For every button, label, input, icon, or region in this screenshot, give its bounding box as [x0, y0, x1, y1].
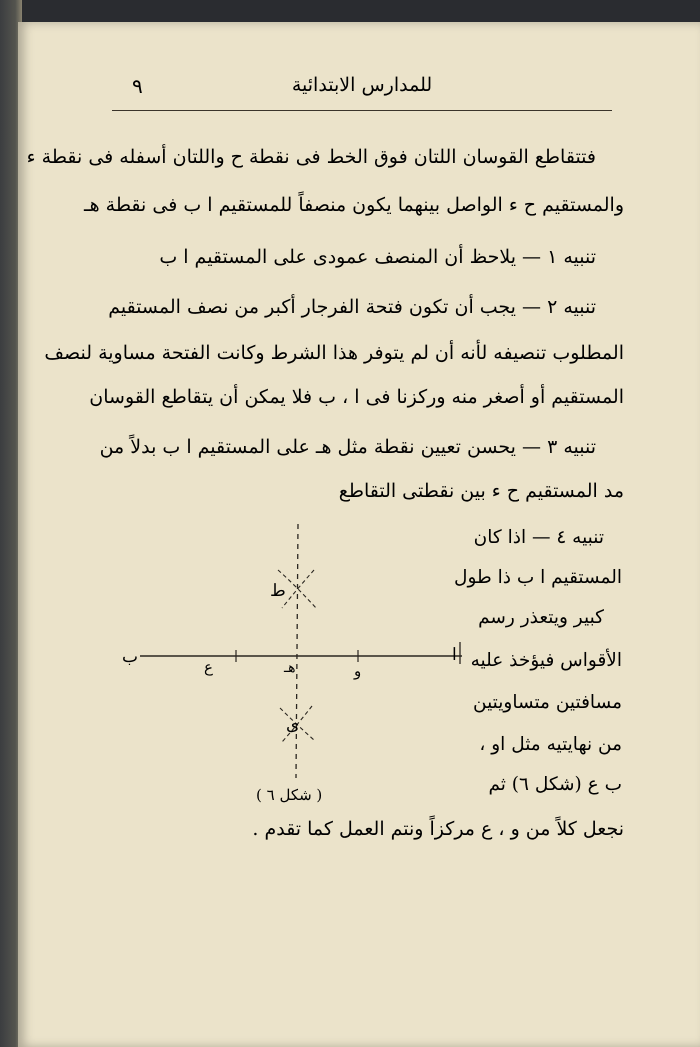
body-line: فتتقاطع القوسان اللتان فوق الخط فى نقطة ح واللتان أسفله فى نقطة ء [26, 146, 596, 168]
note-line: من نهايتيه مثل او ، [479, 734, 622, 755]
page-header [112, 70, 612, 110]
body-line: مد المستقيم ح ء بين نقطتى التقاطع [338, 480, 624, 502]
note-line: ب ع (شكل ٦) ثم [488, 774, 622, 795]
body-line: تنبيه ٢ — يجب أن تكون فتحة الفرجار أكبر من نصف المستقيم [108, 296, 596, 318]
note-line: مسافتين متساويتين [473, 692, 622, 713]
label-ain: ع [204, 658, 213, 676]
body-line: نجعل كلاً من و ، ع مركزاً ونتم العمل كما تقدم . [252, 818, 624, 840]
label-h: هـ [284, 660, 296, 676]
running-title: للمدارس الابتدائية [291, 74, 433, 96]
note-line: المستقيم ا ب ذا طول [454, 567, 622, 588]
note-line: الأقواس فيؤخذ عليه [470, 650, 622, 671]
label-w: و [354, 662, 362, 680]
body-line: تنبيه ١ — يلاحظ أن المنصف عمودى على المستقيم ا ب [159, 246, 596, 268]
label-t: ط [270, 581, 286, 601]
body-line: والمستقيم ح ء الواصل بينهما يكون منصفاً للمستقيم ا ب فى نقطة هـ [84, 194, 624, 216]
note-line: كبير ويتعذر رسم [478, 607, 604, 628]
body-line: تنبيه ٣ — يحسن تعيين نقطة مثل هـ على المستقيم ا ب بدلاً من [99, 436, 596, 458]
label-a: ا [452, 645, 457, 665]
header-rule [112, 110, 612, 111]
label-b: ب [122, 647, 139, 667]
label-y: ى [286, 715, 300, 735]
figure-caption: ( شكل ٦ ) [256, 786, 323, 804]
body-line: المستقيم أو أصغر منه وركزنا فى ا ، ب فلا يمكن أن يتقاطع القوسان [89, 386, 624, 408]
bisector-line [296, 524, 298, 778]
page-number: ٩ [132, 74, 143, 98]
note-line: تنبيه ٤ — اذا كان [473, 527, 604, 548]
figure-6-diagram [100, 512, 470, 812]
body-line: المطلوب تنصيفه لأنه أن لم يتوفر هذا الشرط وكانت الفتحة مساوية لنصف [44, 342, 624, 364]
